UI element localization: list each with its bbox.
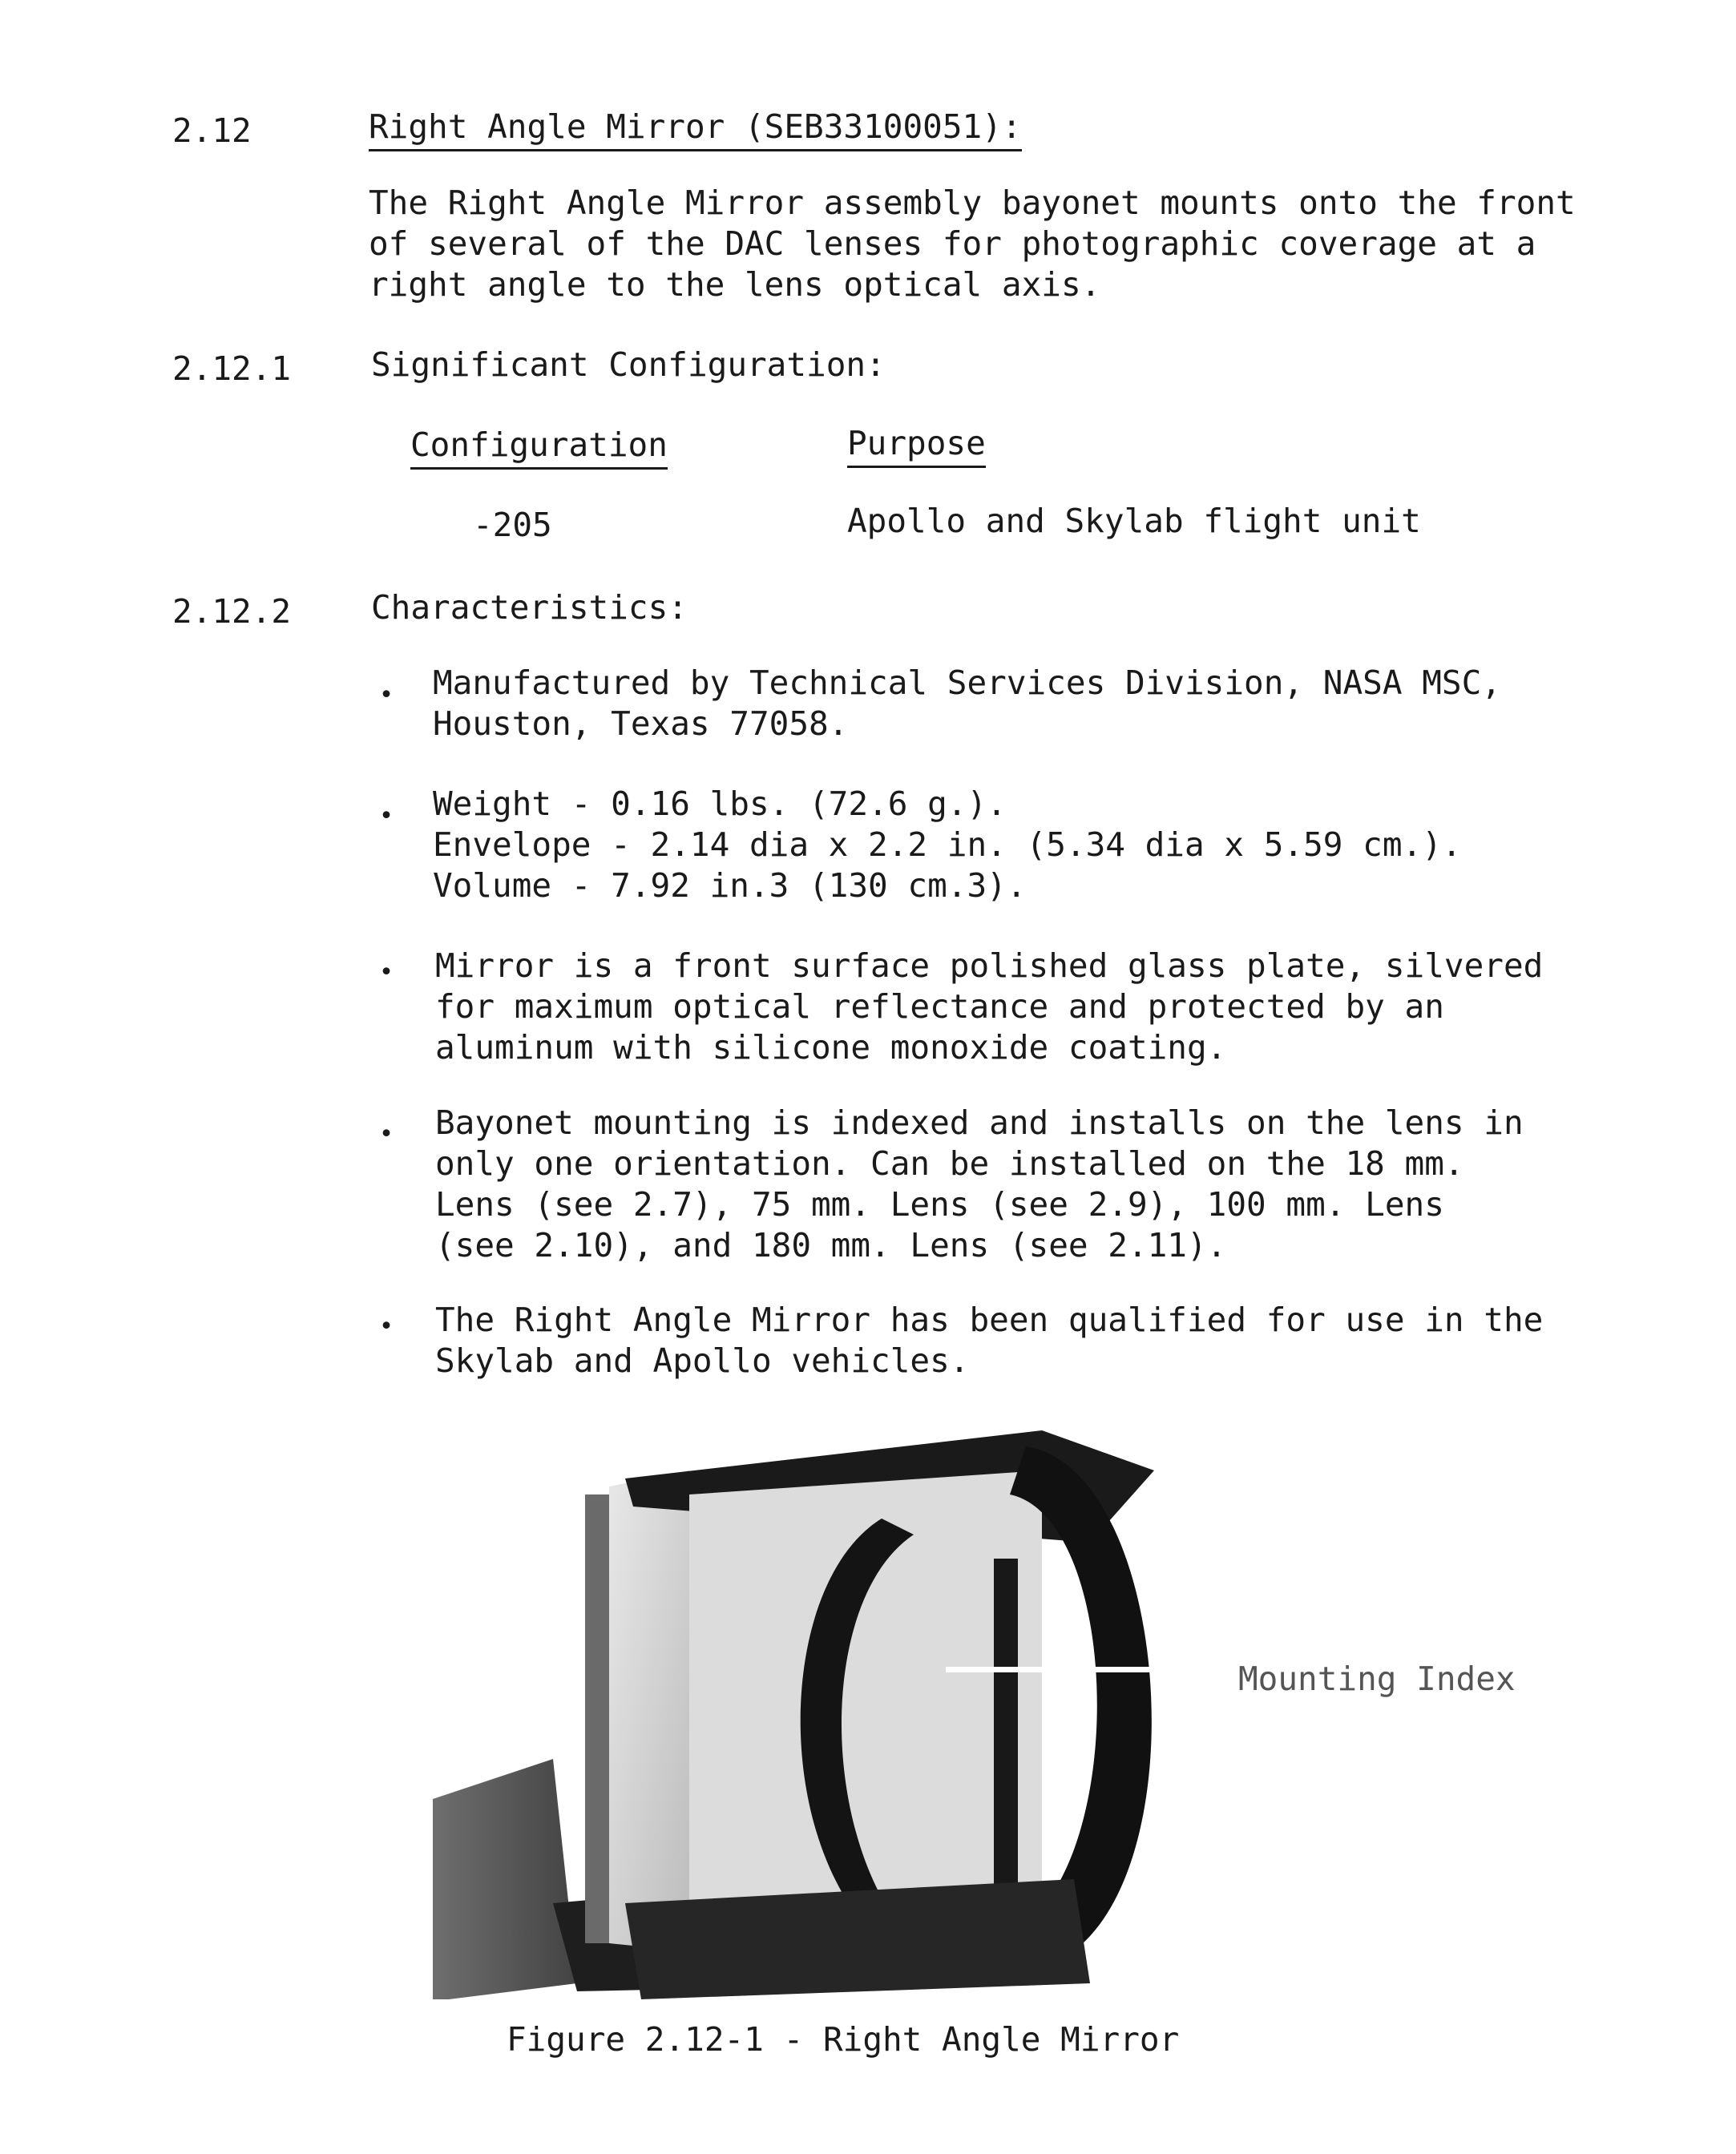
bullet-line: for maximum optical reflectance and protected by an <box>435 987 1444 1026</box>
right-angle-mirror-photo <box>433 1422 1234 1999</box>
purpose-value: Apollo and Skylab flight unit <box>847 502 1421 540</box>
intro-line: of several of the DAC lenses for photographic coverage at a <box>369 224 1536 263</box>
bullet-line: Envelope - 2.14 dia x 2.2 in. (5.34 dia x 5.59 cm.). <box>433 825 1462 864</box>
bullet-line: Houston, Texas 77058. <box>433 704 849 743</box>
intro-line: The Right Angle Mirror assembly bayonet mounts onto the front <box>369 184 1576 222</box>
bullet-item <box>435 1300 1543 1382</box>
mounting-index-label: Mounting Index <box>1238 1660 1516 1698</box>
subsection-heading: Characteristics: <box>371 588 688 627</box>
bullet-line: aluminum with silicone monoxide coating. <box>435 1028 1227 1067</box>
bullet-marker: • <box>379 1120 394 1148</box>
subsection-heading: Significant Configuration: <box>371 345 886 384</box>
bullet-line: Lens (see 2.7), 75 mm. Lens (see 2.9), 100 mm. Lens <box>435 1185 1444 1224</box>
section-number: 2.12 <box>172 111 252 150</box>
figure-caption: Figure 2.12-1 - Right Angle Mirror <box>507 2020 1180 2059</box>
bullet-line: Mirror is a front surface polished glass plate, silvered <box>435 946 1544 985</box>
subsection-number: 2.12.2 <box>172 592 292 631</box>
bullet-line: Bayonet mounting is indexed and installs on the lens in <box>435 1103 1524 1142</box>
bullet-line: Skylab and Apollo vehicles. <box>435 1341 970 1380</box>
section-title: Right Angle Mirror (SEB33100051): <box>369 107 1022 151</box>
bullet-marker: • <box>379 681 394 709</box>
bullet-marker: • <box>379 958 394 986</box>
configuration-value: -205 <box>473 506 552 544</box>
bullet-line: Volume - 7.92 in.3 (130 cm.3). <box>433 866 1027 905</box>
intro-line: right angle to the lens optical axis. <box>369 265 1101 304</box>
bullet-line: (see 2.10), and 180 mm. Lens (see 2.11). <box>435 1226 1227 1265</box>
bullet-item <box>435 946 1543 1068</box>
bullet-item <box>433 663 1501 744</box>
bullet-line: The Right Angle Mirror has been qualified for use in the <box>435 1301 1544 1339</box>
bullet-line: Weight - 0.16 lbs. (72.6 g.). <box>433 785 1007 823</box>
subsection-number: 2.12.1 <box>172 349 292 388</box>
bullet-line: only one orientation. Can be installed on the 18 mm. <box>435 1144 1464 1183</box>
bullet-marker: • <box>379 802 394 830</box>
bullet-marker: • <box>379 1313 394 1341</box>
intro-paragraph <box>369 183 1576 305</box>
bullet-line: Manufactured by Technical Services Division, NASA MSC, <box>433 664 1501 702</box>
column-header-purpose: Purpose <box>847 423 986 468</box>
bullet-item <box>433 784 1462 906</box>
bullet-item <box>435 1103 1524 1266</box>
column-header-configuration: Configuration <box>410 425 668 470</box>
